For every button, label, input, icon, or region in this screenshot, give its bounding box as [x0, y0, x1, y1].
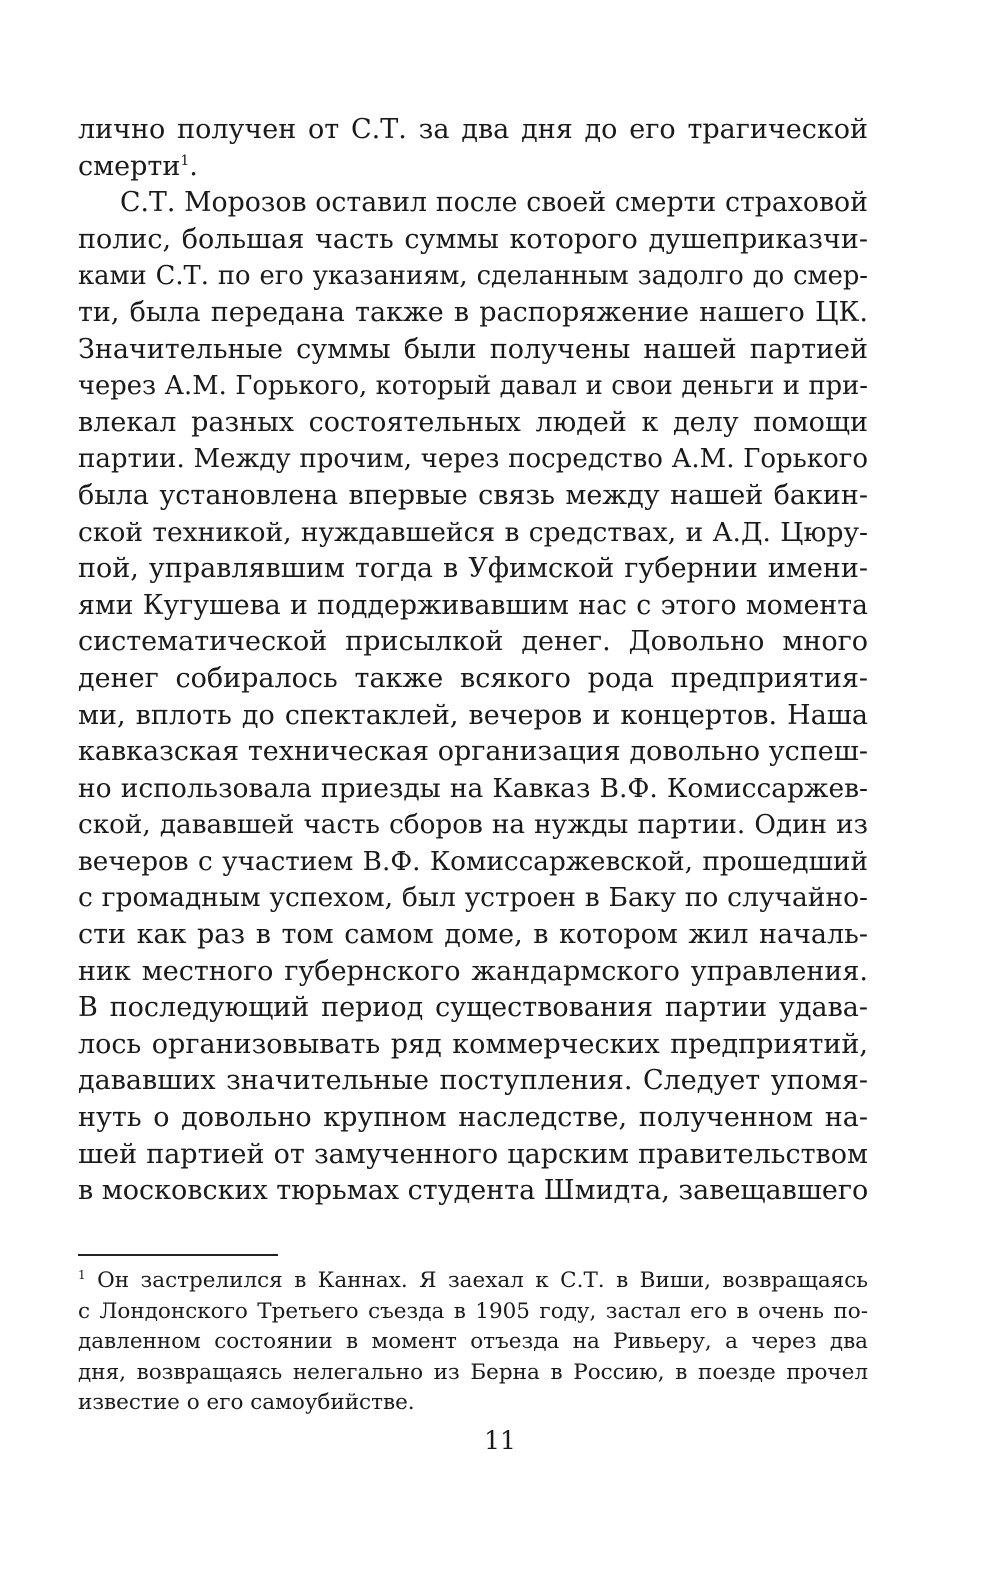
- page-body: [78, 112, 868, 1210]
- text-line: С.Т. Морозов оставил после своей смерти страховой: [120, 187, 868, 219]
- text-line: [78, 149, 868, 186]
- text-line: ской техникой, нуждавшейся в средствах, и А.Д. Цюру-: [78, 516, 868, 548]
- footnote-reference[interactable]: 1: [180, 152, 190, 169]
- footnote: [78, 1266, 868, 1419]
- text-line: лось организовывать ряд коммерческих предприятий,: [78, 1028, 868, 1060]
- text-line: ник местного губернского жандармского управления.: [78, 955, 868, 987]
- text-line: систематической присылкой денег. Довольно много: [78, 626, 868, 658]
- footnote-line-content: Он застрелился в Каннах. Я заехал к С.Т. в Виши, возвращаясь: [97, 1268, 868, 1293]
- footnote-line: дня, возвращаясь нелегально из Берна в Россию, в поезде прочел: [78, 1359, 868, 1385]
- text-line: шей партией от замученного царским правительством: [78, 1138, 868, 1170]
- text-line: ми, вплоть до спектаклей, вечеров и концертов. Наша: [78, 699, 868, 731]
- page-number: 11: [484, 1426, 516, 1455]
- text-line: через А.М. Горького, который давал и свои деньги и при-: [78, 371, 868, 402]
- text-line: влекал разных состоятельных людей к делу помощи: [78, 406, 868, 438]
- footnote-marker: 1: [78, 1267, 86, 1282]
- footnote-line: давленном состоянии в момент отъезда на Ривьеру, а через два: [78, 1329, 868, 1354]
- text-line: сти как раз в том самом доме, в котором жил началь-: [78, 919, 868, 951]
- text-line: пой, управлявшим тогда в Уфимской губернии имени-: [78, 553, 868, 585]
- text-line: Значительные суммы были получены нашей партией: [78, 333, 868, 365]
- text-line: дававших значительные поступления. Следует упомя-: [78, 1065, 868, 1097]
- text-line: В последующий период существования партии удава-: [78, 992, 868, 1024]
- text-line-tail: .: [189, 150, 198, 182]
- text-line: вечеров с участием В.Ф. Комиссаржевской, прошедший: [78, 846, 868, 877]
- text-line: но использовала приезды на Кавказ В.Ф. Комиссаржев-: [78, 772, 868, 804]
- text-line: лично получен от С.Т. за два дня до его трагической: [78, 114, 868, 145]
- text-line: ками С.Т. по его указаниям, сделанным задолго до смер-: [78, 261, 868, 292]
- text-line: с громадным успехом, был устроен в Баку по случайно-: [78, 882, 868, 914]
- text-line: денег собиралось также всякого рода предприятия-: [78, 662, 868, 694]
- text-line: в московских тюрьмах студента Шмидта, завещавшего: [78, 1175, 868, 1207]
- text-line: нуть о довольно крупном наследстве, полученном на-: [78, 1102, 868, 1134]
- text-line: ской, дававшей часть сборов на нужды партии. Один из: [78, 810, 868, 841]
- text-line: была установлена впервые связь между нашей бакин-: [78, 479, 868, 511]
- footnote-line: с Лондонского Третьего съезда в 1905 году, застал его в очень по-: [78, 1298, 868, 1324]
- footnote-divider: [78, 1254, 278, 1256]
- text-line-content: смерти: [78, 150, 181, 182]
- text-line: ями Кугушева и поддерживавшим нас с этого момента: [78, 589, 868, 621]
- footnote-line: [78, 1266, 868, 1297]
- footnote-line: известие о его самоубийстве.: [78, 1390, 415, 1415]
- text-line: партии. Между прочим, через посредство А.М. Горького: [78, 444, 868, 475]
- text-line: кавказская техническая организация довольно успеш-: [78, 736, 868, 768]
- text-line: полис, большая часть суммы которого душеприказчи-: [78, 223, 868, 255]
- text-line: ти, была передана также в распоряжение нашего ЦК.: [78, 296, 868, 328]
- body-text: [78, 112, 868, 1210]
